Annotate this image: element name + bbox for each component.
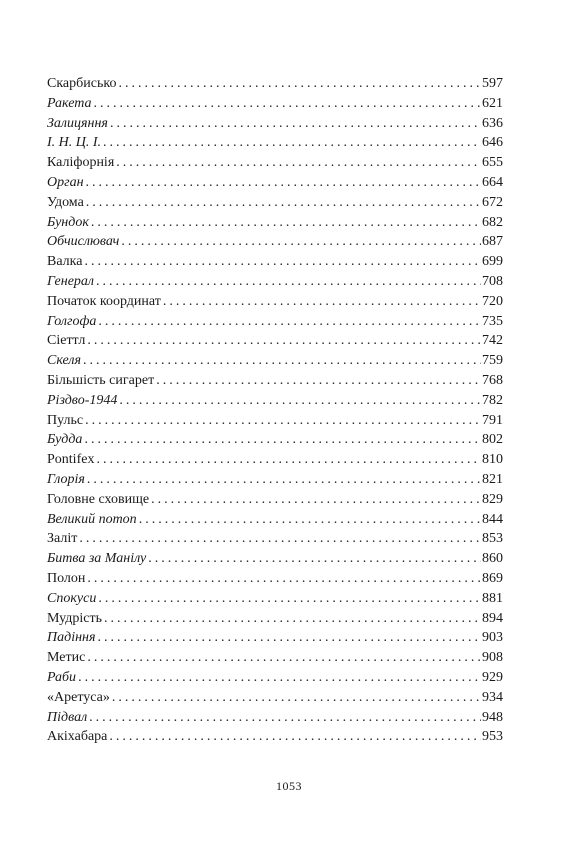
toc-entry — [47, 213, 503, 233]
toc-entry — [47, 252, 503, 272]
toc-entry — [47, 430, 503, 450]
toc-entry-title: Метис — [47, 650, 86, 666]
toc-entry-title: Падіння — [47, 630, 96, 646]
toc-entry-title: Каліфорнія — [47, 155, 115, 171]
toc-dot-leader — [91, 213, 481, 233]
toc-dot-leader — [78, 668, 481, 688]
toc-entry-title: Битва за Манілу — [47, 551, 147, 567]
toc-dot-leader — [97, 628, 481, 648]
toc-dot-leader — [119, 391, 481, 411]
toc-entry-title: Глорія — [47, 471, 85, 487]
toc-entry — [47, 173, 503, 193]
toc-entry — [47, 331, 503, 351]
toc-entry-page: 948 — [482, 709, 503, 725]
toc-entry-page: 664 — [482, 174, 503, 190]
toc-entry-title: Більшість сигарет — [47, 372, 155, 388]
toc-entry-title: Головне сховище — [47, 491, 150, 507]
toc-entry-page: 646 — [482, 135, 503, 151]
toc-entry-title: Великий потоп — [47, 511, 137, 527]
toc-dot-leader — [110, 114, 481, 134]
toc-dot-leader — [118, 74, 481, 94]
toc-entry-title: Початок координат — [47, 293, 161, 309]
toc-entry-title: Заліт — [47, 531, 78, 547]
toc-entry-page: 636 — [482, 115, 503, 131]
toc-entry-page: 829 — [482, 491, 503, 507]
toc-dot-leader — [84, 252, 481, 272]
toc-entry — [47, 292, 503, 312]
toc-entry — [47, 193, 503, 213]
toc-entry-page: 699 — [482, 254, 503, 270]
toc-dot-leader — [109, 727, 481, 747]
toc-entry — [47, 74, 503, 94]
toc-dot-leader — [96, 272, 481, 292]
toc-entry-page: 953 — [482, 729, 503, 745]
toc-entry-page: 802 — [482, 432, 503, 448]
toc-entry-page: 791 — [482, 412, 503, 428]
toc-entry-page: 853 — [482, 531, 503, 547]
toc-entry-title: «Аретуса» — [47, 689, 110, 705]
toc-entry — [47, 312, 503, 332]
toc-entry-page: 655 — [482, 155, 503, 171]
toc-entry-title: Обчислювач — [47, 234, 120, 250]
toc-entry-title: Ракета — [47, 95, 92, 111]
toc-dot-leader — [94, 94, 481, 114]
toc-entry-page: 682 — [482, 214, 503, 230]
toc-entry-title: Скарбисько — [47, 76, 117, 91]
toc-entry-page: 720 — [482, 293, 503, 309]
toc-dot-leader — [86, 173, 481, 193]
toc-entry — [47, 411, 503, 431]
toc-entry — [47, 371, 503, 391]
toc-entry-title: Голгофа — [47, 313, 97, 329]
toc-entry-title: Акіхабара — [47, 729, 108, 745]
toc-entry-page: 844 — [482, 511, 503, 527]
toc-entry-title: Генерал — [47, 273, 95, 289]
toc-entry — [47, 391, 503, 411]
toc-entry — [47, 153, 503, 173]
toc-entry-page: 881 — [482, 590, 503, 606]
toc-entry-page: 903 — [482, 630, 503, 646]
toc-entry-page: 929 — [482, 669, 503, 685]
toc-entry-page: 621 — [482, 95, 503, 111]
toc-entry — [47, 529, 503, 549]
toc-dot-leader — [85, 411, 481, 431]
toc-entry — [47, 628, 503, 648]
toc-dot-leader — [98, 589, 481, 609]
toc-dot-leader — [151, 490, 481, 510]
toc-entry — [47, 272, 503, 292]
toc-entry-title: Залицяння — [47, 115, 108, 131]
toc-entry — [47, 569, 503, 589]
toc-dot-leader — [86, 193, 481, 213]
toc-dot-leader — [156, 371, 481, 391]
toc-entry-title: Скеля — [47, 353, 82, 369]
table-of-contents — [47, 74, 503, 747]
toc-entry-page: 735 — [482, 313, 503, 329]
toc-dot-leader — [87, 569, 481, 589]
toc-dot-leader — [87, 648, 481, 668]
toc-dot-leader — [112, 688, 481, 708]
toc-entry-title: Орган — [47, 174, 84, 190]
toc-entry — [47, 589, 503, 609]
toc-entry-page: 759 — [482, 353, 503, 369]
toc-dot-leader — [89, 708, 481, 728]
toc-entry — [47, 450, 503, 470]
toc-entry — [47, 609, 503, 629]
toc-dot-leader — [83, 351, 481, 371]
toc-entry-title: Мудрість — [47, 610, 102, 626]
toc-entry — [47, 510, 503, 530]
toc-entry — [47, 727, 503, 747]
toc-entry-page: 687 — [482, 234, 503, 250]
toc-entry-title: Бундок — [47, 214, 89, 230]
toc-dot-leader — [148, 549, 481, 569]
toc-entry-title: Полон — [47, 570, 86, 586]
toc-entry-page: 894 — [482, 610, 503, 626]
toc-entry-page: 672 — [482, 194, 503, 210]
toc-entry — [47, 232, 503, 252]
toc-entry — [47, 708, 503, 728]
toc-entry — [47, 549, 503, 569]
toc-dot-leader — [98, 312, 481, 332]
toc-entry-page: 742 — [482, 333, 503, 349]
toc-entry — [47, 470, 503, 490]
toc-entry-title: Підвал — [47, 709, 88, 725]
toc-dot-leader — [84, 430, 481, 450]
toc-dot-leader — [79, 529, 481, 549]
toc-entry-title: Сіеттл — [47, 333, 86, 349]
toc-entry — [47, 133, 503, 153]
toc-entry-title: Будда — [47, 432, 83, 448]
toc-dot-leader — [87, 470, 481, 490]
toc-entry-title: Валка — [47, 254, 83, 270]
toc-entry-title: Спокуси — [47, 590, 97, 606]
toc-entry-title: І. Н. Ц. І. — [47, 135, 102, 151]
toc-entry-title: Раби — [47, 669, 77, 685]
toc-dot-leader — [87, 331, 481, 351]
toc-entry-title: Різдво-1944 — [47, 392, 118, 408]
toc-dot-leader — [163, 292, 481, 312]
toc-dot-leader — [103, 133, 481, 153]
toc-entry-page: 860 — [482, 551, 503, 567]
toc-entry-page: 708 — [482, 273, 503, 289]
toc-entry — [47, 490, 503, 510]
toc-entry — [47, 688, 503, 708]
toc-entry-page: 821 — [482, 471, 503, 487]
toc-entry — [47, 351, 503, 371]
toc-entry-page: 908 — [482, 650, 503, 666]
toc-entry-page: 768 — [482, 372, 503, 388]
toc-entry-page: 934 — [482, 689, 503, 705]
toc-entry — [47, 94, 503, 114]
toc-entry-title: Пульс — [47, 412, 84, 428]
toc-entry-page: 597 — [482, 76, 503, 91]
toc-dot-leader — [121, 232, 481, 252]
page-number: 1053 — [276, 779, 302, 793]
toc-entry-title: Удома — [47, 194, 84, 210]
toc-dot-leader — [104, 609, 481, 629]
toc-entry-page: 782 — [482, 392, 503, 408]
toc-entry-page: 810 — [482, 452, 503, 468]
toc-entry-title: Pontifex — [47, 452, 95, 468]
toc-entry — [47, 668, 503, 688]
toc-dot-leader — [96, 450, 481, 470]
toc-entry-page: 869 — [482, 570, 503, 586]
toc-entry — [47, 114, 503, 134]
toc-dot-leader — [139, 510, 481, 530]
toc-dot-leader — [116, 153, 481, 173]
toc-entry — [47, 648, 503, 668]
